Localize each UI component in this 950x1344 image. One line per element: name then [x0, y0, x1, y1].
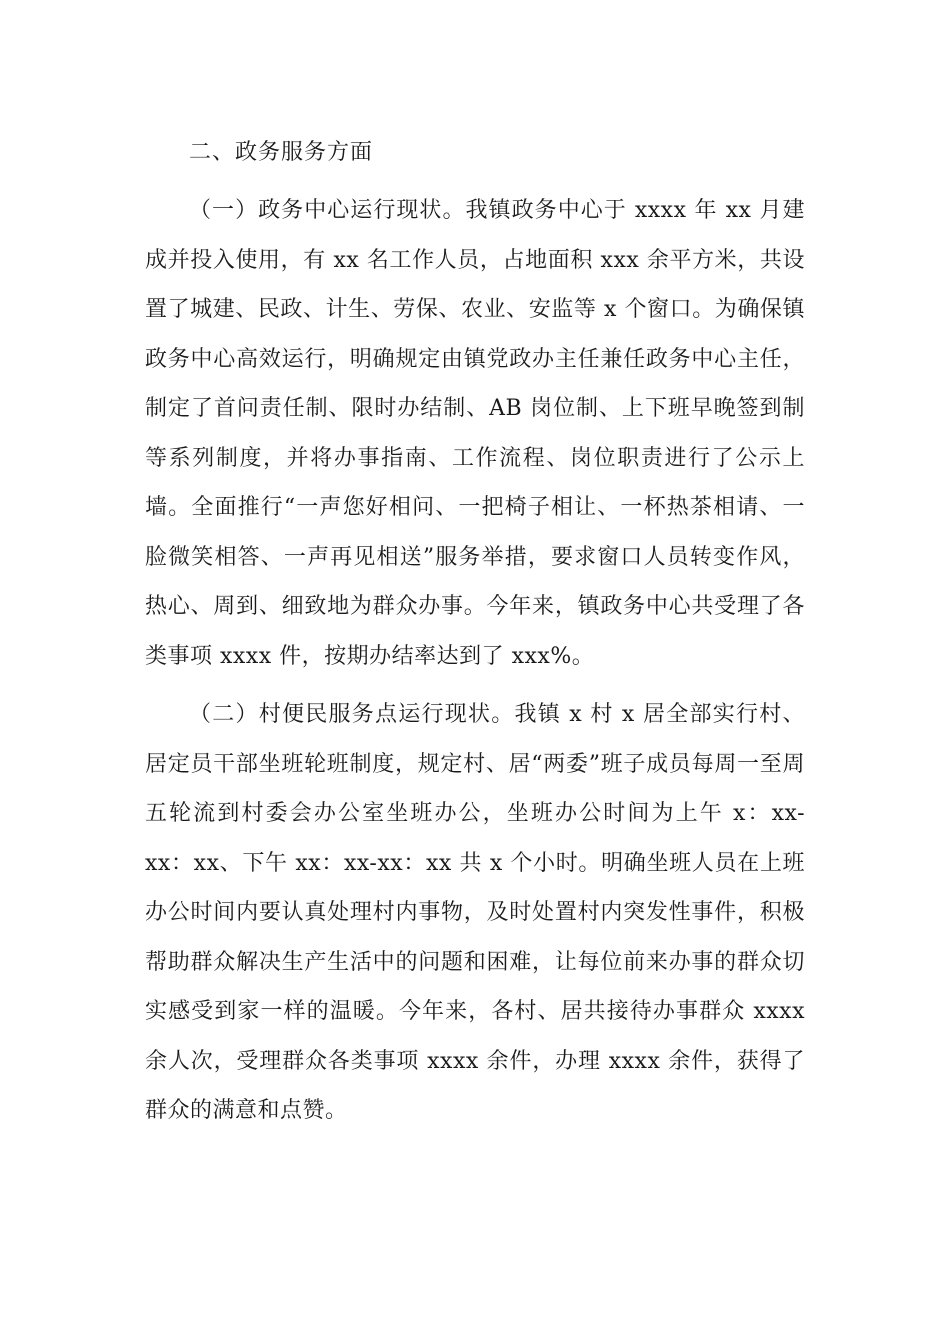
paragraph-government-center: （一）政务中心运行现状。我镇政务中心于 xxxx 年 xx 月建成并投入使用，有 xx 名工作人员，占地面积 xxx 余平方米，共设置了城建、民政、计生、劳保、农业、安监等 x 个窗口。为确保镇政务中心高效运行，明确规定由镇党政办主任兼任政务中心主任，制定了首问责任制、限时办结制、AB 岗位制、上下班早晚签到制等系列制度，并将办事指南、工作流程、岗位职责进行了公示上墙。全面推行“一声您好相问、一把椅子相让、一杯热茶相请、一脸微笑相答、一声再见相送”服务举措，要求窗口人员转变作风，热心、周到、细致地为群众办事。今年来，镇政务中心共受理了各类事项 xxxx 件，按期办结率达到了 xxx%。 [145, 198, 805, 669]
section-heading: 二、政务服务方面 [189, 140, 374, 165]
paragraph-village-service-points: （二）村便民服务点运行现状。我镇 x 村 x 居全部实行村、居定员干部坐班轮班制度，规定村、居“两委”班子成员每周一至周五轮流到村委会办公室坐班办公，坐班办公时间为上午 x：xx-xx：xx、下午 xx：xx-xx：xx 共 x 个小时。明确坐班人员在上班办公时间内要认真处理村内事物，及时处置村内突发性事件，积极帮助群众解决生产生活中的问题和困难，让每位前来办事的群众切实感受到家一样的温暖。今年来，各村、居共接待办事群众 xxxx 余人次，受理群众各类事项 xxxx 余件，办理 xxxx 余件，获得了群众的满意和点赞。 [145, 702, 805, 1123]
document-body [145, 128, 805, 1136]
